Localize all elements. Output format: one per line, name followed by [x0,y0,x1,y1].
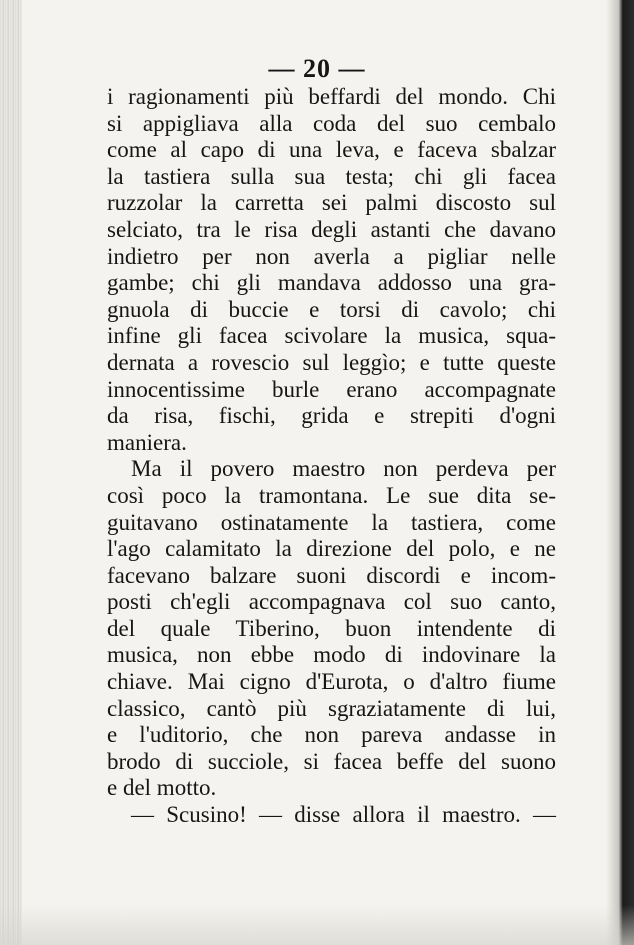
text-line: — Scusino! — disse allora il maestro. — [131,802,556,828]
text-line: e l'uditorio, che non pareva andasse in [107,722,556,748]
text-line: da risa, fischi, grida e strepiti d'ogni [107,403,556,429]
text-line: brodo di succiole, si facea beffe del suono [107,748,556,774]
text-line: gnuola di buccie e torsi di cavolo; chi [107,296,556,322]
text-line: innocentissime burle erano accompagnate [107,376,556,402]
text-line: facevano balzare suoni discordi e incom- [107,562,556,588]
text-line: guitavano ostinatamente la tastiera, come [107,509,556,535]
page-bottom-edge [0,905,634,945]
text-line: la tastiera sulla sua testa; chi gli facea [107,163,556,189]
text-line: si appigliava alla coda del suo cembalo [107,110,556,136]
text-line: ruzzolar la carretta sei palmi discosto sul [107,190,556,216]
body-text [107,84,556,829]
text-line: come al capo di una leva, e faceva sbalzar [107,137,556,163]
text-line: gambe; chi gli mandava addosso una gra- [107,270,556,296]
text-line: maniera. [107,429,187,455]
text-line: l'ago calamitato la direzione del polo, e ne [107,536,556,562]
text-line: classico, cantò più sgraziatamente di lui, [107,695,556,721]
text-line: infine gli facea scivolare la musica, squa- [107,323,556,349]
text-line: selciato, tra le risa degli astanti che davano [107,216,556,242]
page-number: — 20 — [268,54,366,83]
text-line: indietro per non averla a pigliar nelle [107,243,556,269]
text-line: Ma il povero maestro non perdeva per [131,456,556,482]
text-line: posti ch'egli accompagnava col suo canto, [107,589,556,615]
text-line: e del motto. [107,775,217,801]
text-line: dernata a rovescio sul leggìo; e tutte queste [107,349,556,375]
text-line: i ragionamenti più beffardi del mondo. Chi [107,84,556,109]
text-line: chiave. Mai cigno d'Eurota, o d'altro fiume [107,669,556,695]
page-gutter-edge [0,0,22,945]
page-right-edge-shadow [606,0,634,945]
text-line: musica, non ebbe modo di indovinare la [107,642,556,668]
text-line: così poco la tramontana. Le sue dita se- [107,482,556,508]
text-line: del quale Tiberino, buon intendente di [107,615,556,641]
